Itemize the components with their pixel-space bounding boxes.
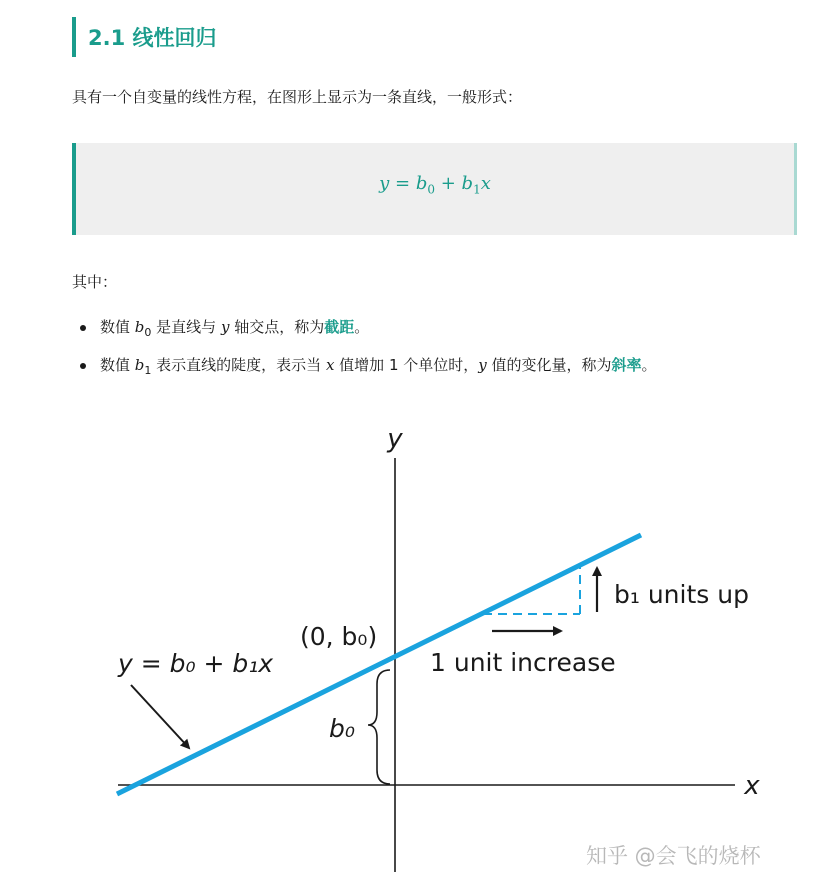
units-up-label: b₁ units up bbox=[614, 580, 749, 609]
watermark: 知乎 @会飞的烧杯 bbox=[586, 844, 761, 868]
intro-paragraph: 具有一个自变量的线性方程，在图形上显示为一条直线，一般形式： bbox=[72, 88, 523, 106]
section-title: 2.1 线性回归 bbox=[88, 26, 217, 50]
list-item-intercept: 数值 $b_0$ 是直线与 y 轴交点，称为截距。 bbox=[72, 316, 657, 338]
equation-arrow bbox=[131, 685, 189, 748]
where-label: 其中： bbox=[72, 273, 118, 291]
equation-label: y = b₀ + b₁x bbox=[118, 649, 274, 678]
b0-label: b₀ bbox=[329, 714, 355, 743]
x-axis-label: x bbox=[744, 771, 760, 801]
unit-increase-label: 1 unit increase bbox=[430, 648, 616, 677]
list-item-slope: 数值 $b_1$ 表示直线的陡度，表示当 x 值增加 1 个单位时，y 值的变化量，称为斜率。 bbox=[72, 354, 657, 376]
y-axis-label: y bbox=[387, 424, 403, 454]
intercept-brace bbox=[368, 670, 390, 784]
term-slope: 斜率 bbox=[611, 356, 642, 374]
intercept-label: (0, b₀) bbox=[300, 622, 378, 651]
term-intercept: 截距 bbox=[324, 318, 355, 336]
formula: $y = b_0 + b_1x$ bbox=[379, 173, 491, 197]
